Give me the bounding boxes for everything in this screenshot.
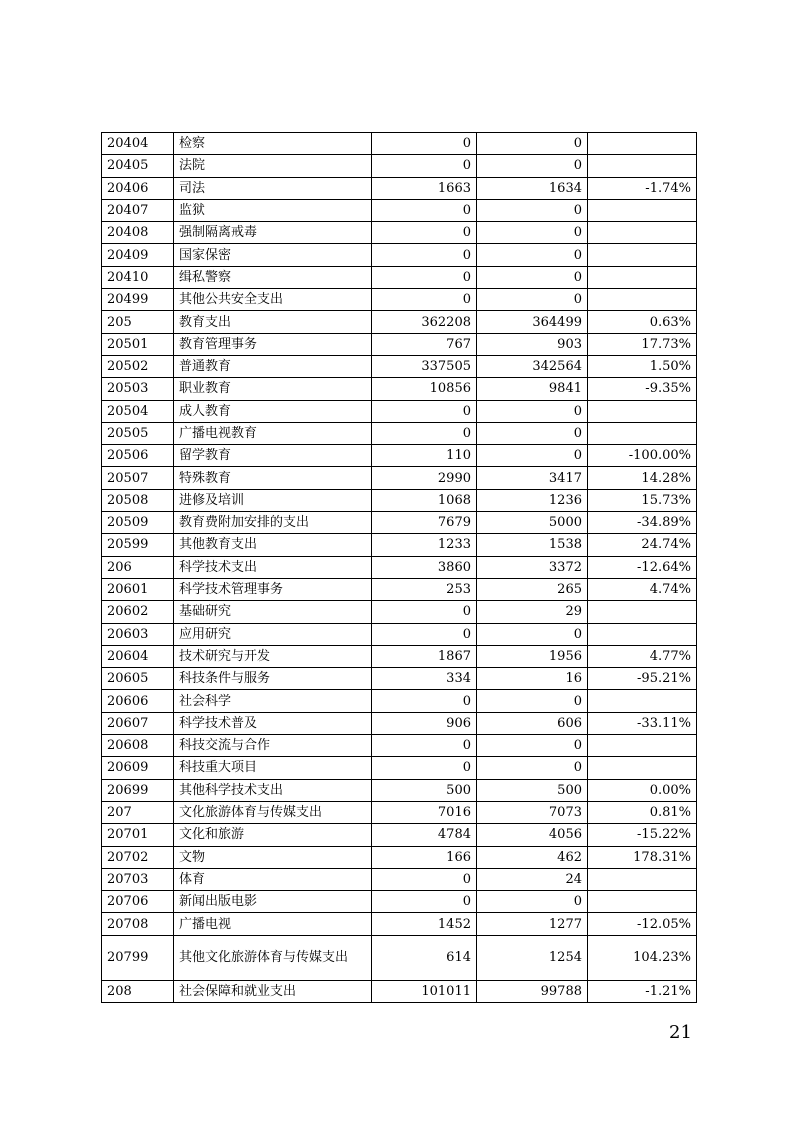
row-item-name: 科学技术普及 [174,712,372,734]
row-curr-amount: 24 [477,868,588,890]
table-row [102,378,697,400]
row-code: 20406 [102,177,174,199]
row-code: 20701 [102,824,174,846]
row-curr-amount: 0 [477,266,588,288]
row-code: 20603 [102,623,174,645]
row-prev-amount: 3860 [372,556,477,578]
row-change-pct [588,244,697,266]
row-prev-amount: 7679 [372,512,477,534]
row-prev-amount: 614 [372,935,477,980]
row-code: 20706 [102,891,174,913]
row-item-name: 科学技术管理事务 [174,578,372,600]
row-change-pct: -12.05% [588,913,697,935]
row-item-name: 其他文化旅游体育与传媒支出 [174,935,372,980]
table-row [102,400,697,422]
row-curr-amount: 1254 [477,935,588,980]
row-curr-amount: 0 [477,623,588,645]
row-curr-amount: 0 [477,757,588,779]
row-code: 206 [102,556,174,578]
row-curr-amount: 0 [477,891,588,913]
budget-table [101,132,697,1003]
table-row [102,824,697,846]
row-change-pct: -33.11% [588,712,697,734]
row-change-pct: -15.22% [588,824,697,846]
row-prev-amount: 0 [372,133,477,155]
row-change-pct: 14.28% [588,467,697,489]
table-row [102,891,697,913]
row-code: 20407 [102,199,174,221]
row-item-name: 文化旅游体育与传媒支出 [174,801,372,823]
row-change-pct: 15.73% [588,489,697,511]
row-item-name: 其他教育支出 [174,534,372,556]
table-row [102,333,697,355]
row-curr-amount: 0 [477,735,588,757]
row-curr-amount: 0 [477,244,588,266]
row-code: 20509 [102,512,174,534]
row-code: 20799 [102,935,174,980]
table-row [102,645,697,667]
row-change-pct [588,757,697,779]
row-code: 20605 [102,668,174,690]
table-row [102,133,697,155]
row-change-pct [588,422,697,444]
row-curr-amount: 1277 [477,913,588,935]
page-number: 21 [669,1022,692,1043]
row-prev-amount: 1068 [372,489,477,511]
row-change-pct: 0.81% [588,801,697,823]
row-change-pct: 1.50% [588,355,697,377]
row-item-name: 国家保密 [174,244,372,266]
row-prev-amount: 767 [372,333,477,355]
row-item-name: 社会保障和就业支出 [174,980,372,1002]
table-row [102,445,697,467]
row-change-pct: 4.74% [588,578,697,600]
table-row [102,712,697,734]
row-prev-amount: 1233 [372,534,477,556]
row-curr-amount: 265 [477,578,588,600]
row-prev-amount: 500 [372,779,477,801]
table-row [102,512,697,534]
row-item-name: 成人教育 [174,400,372,422]
budget-table-body [102,133,697,1003]
row-change-pct [588,266,697,288]
row-code: 20508 [102,489,174,511]
table-row [102,601,697,623]
table-row [102,735,697,757]
row-change-pct [588,199,697,221]
row-code: 20602 [102,601,174,623]
row-curr-amount: 342564 [477,355,588,377]
row-change-pct: -1.74% [588,177,697,199]
table-row [102,155,697,177]
row-code: 20608 [102,735,174,757]
row-prev-amount: 4784 [372,824,477,846]
row-change-pct: -1.21% [588,980,697,1002]
row-prev-amount: 906 [372,712,477,734]
row-item-name: 社会科学 [174,690,372,712]
row-change-pct [588,222,697,244]
row-change-pct: -9.35% [588,378,697,400]
row-prev-amount: 0 [372,601,477,623]
row-item-name: 留学教育 [174,445,372,467]
row-item-name: 进修及培训 [174,489,372,511]
table-row [102,690,697,712]
row-change-pct: 104.23% [588,935,697,980]
row-change-pct: 24.74% [588,534,697,556]
row-prev-amount: 0 [372,289,477,311]
row-code: 20408 [102,222,174,244]
row-curr-amount: 5000 [477,512,588,534]
row-curr-amount: 99788 [477,980,588,1002]
row-curr-amount: 1538 [477,534,588,556]
row-item-name: 教育管理事务 [174,333,372,355]
row-curr-amount: 29 [477,601,588,623]
row-code: 20599 [102,534,174,556]
row-curr-amount: 1236 [477,489,588,511]
row-prev-amount: 0 [372,868,477,890]
row-prev-amount: 0 [372,757,477,779]
row-change-pct: -34.89% [588,512,697,534]
row-curr-amount: 903 [477,333,588,355]
row-prev-amount: 0 [372,735,477,757]
row-item-name: 科技交流与合作 [174,735,372,757]
row-item-name: 普通教育 [174,355,372,377]
table-row [102,199,697,221]
row-prev-amount: 0 [372,422,477,444]
row-curr-amount: 7073 [477,801,588,823]
row-code: 20609 [102,757,174,779]
row-change-pct: -12.64% [588,556,697,578]
row-prev-amount: 362208 [372,311,477,333]
row-item-name: 新闻出版电影 [174,891,372,913]
row-prev-amount: 0 [372,266,477,288]
row-code: 20703 [102,868,174,890]
table-row [102,980,697,1002]
table-row [102,779,697,801]
table-row [102,222,697,244]
row-change-pct [588,735,697,757]
row-code: 20702 [102,846,174,868]
row-item-name: 技术研究与开发 [174,645,372,667]
row-change-pct: 0.63% [588,311,697,333]
table-row [102,467,697,489]
row-prev-amount: 253 [372,578,477,600]
row-item-name: 检察 [174,133,372,155]
row-prev-amount: 0 [372,155,477,177]
row-change-pct: -95.21% [588,668,697,690]
row-curr-amount: 1634 [477,177,588,199]
row-item-name: 缉私警察 [174,266,372,288]
row-curr-amount: 0 [477,199,588,221]
row-code: 20505 [102,422,174,444]
row-code: 20507 [102,467,174,489]
table-row [102,244,697,266]
row-change-pct [588,601,697,623]
row-code: 20409 [102,244,174,266]
row-curr-amount: 0 [477,155,588,177]
row-curr-amount: 0 [477,422,588,444]
row-code: 20405 [102,155,174,177]
row-curr-amount: 0 [477,690,588,712]
row-prev-amount: 1867 [372,645,477,667]
row-item-name: 科学技术支出 [174,556,372,578]
row-prev-amount: 0 [372,891,477,913]
row-change-pct [588,868,697,890]
table-row [102,556,697,578]
row-item-name: 文物 [174,846,372,868]
row-item-name: 科技重大项目 [174,757,372,779]
row-code: 20499 [102,289,174,311]
row-curr-amount: 462 [477,846,588,868]
row-item-name: 教育支出 [174,311,372,333]
row-change-pct: 17.73% [588,333,697,355]
row-prev-amount: 10856 [372,378,477,400]
row-prev-amount: 2990 [372,467,477,489]
row-item-name: 特殊教育 [174,467,372,489]
row-code: 20506 [102,445,174,467]
table-row [102,846,697,868]
row-code: 20410 [102,266,174,288]
row-change-pct [588,155,697,177]
row-prev-amount: 0 [372,199,477,221]
row-curr-amount: 0 [477,222,588,244]
row-prev-amount: 0 [372,623,477,645]
row-item-name: 应用研究 [174,623,372,645]
row-code: 20504 [102,400,174,422]
row-prev-amount: 101011 [372,980,477,1002]
row-curr-amount: 3417 [477,467,588,489]
table-row [102,913,697,935]
table-row [102,534,697,556]
table-row [102,868,697,890]
row-code: 20606 [102,690,174,712]
row-curr-amount: 0 [477,445,588,467]
row-prev-amount: 0 [372,222,477,244]
row-code: 20699 [102,779,174,801]
row-curr-amount: 364499 [477,311,588,333]
row-change-pct: 178.31% [588,846,697,868]
row-code: 208 [102,980,174,1002]
row-prev-amount: 0 [372,690,477,712]
row-code: 20607 [102,712,174,734]
row-code: 20503 [102,378,174,400]
row-item-name: 强制隔离戒毒 [174,222,372,244]
row-prev-amount: 334 [372,668,477,690]
row-prev-amount: 1452 [372,913,477,935]
row-item-name: 司法 [174,177,372,199]
row-change-pct [588,891,697,913]
row-prev-amount: 337505 [372,355,477,377]
row-change-pct [588,133,697,155]
row-change-pct [588,289,697,311]
row-prev-amount: 0 [372,400,477,422]
row-prev-amount: 166 [372,846,477,868]
row-code: 207 [102,801,174,823]
row-curr-amount: 0 [477,133,588,155]
row-item-name: 广播电视 [174,913,372,935]
row-item-name: 法院 [174,155,372,177]
row-change-pct [588,623,697,645]
table-row [102,177,697,199]
row-code: 20601 [102,578,174,600]
row-change-pct [588,690,697,712]
row-item-name: 监狱 [174,199,372,221]
table-row [102,935,697,980]
row-code: 20604 [102,645,174,667]
row-curr-amount: 606 [477,712,588,734]
row-curr-amount: 500 [477,779,588,801]
row-change-pct: 4.77% [588,645,697,667]
row-prev-amount: 0 [372,244,477,266]
row-code: 20502 [102,355,174,377]
row-code: 20708 [102,913,174,935]
row-curr-amount: 1956 [477,645,588,667]
row-change-pct: 0.00% [588,779,697,801]
table-row [102,757,697,779]
row-curr-amount: 0 [477,400,588,422]
row-item-name: 文化和旅游 [174,824,372,846]
row-curr-amount: 4056 [477,824,588,846]
row-item-name: 教育费附加安排的支出 [174,512,372,534]
table-row [102,266,697,288]
table-row [102,801,697,823]
row-item-name: 体育 [174,868,372,890]
table-row [102,668,697,690]
row-curr-amount: 16 [477,668,588,690]
row-prev-amount: 110 [372,445,477,467]
row-item-name: 其他公共安全支出 [174,289,372,311]
row-code: 20404 [102,133,174,155]
row-item-name: 广播电视教育 [174,422,372,444]
row-prev-amount: 7016 [372,801,477,823]
row-code: 20501 [102,333,174,355]
table-row [102,489,697,511]
row-curr-amount: 9841 [477,378,588,400]
row-item-name: 科技条件与服务 [174,668,372,690]
table-row [102,311,697,333]
table-row [102,578,697,600]
row-item-name: 其他科学技术支出 [174,779,372,801]
row-curr-amount: 3372 [477,556,588,578]
row-curr-amount: 0 [477,289,588,311]
table-row [102,355,697,377]
row-code: 205 [102,311,174,333]
row-item-name: 职业教育 [174,378,372,400]
row-item-name: 基础研究 [174,601,372,623]
row-prev-amount: 1663 [372,177,477,199]
row-change-pct [588,400,697,422]
row-change-pct: -100.00% [588,445,697,467]
table-row [102,623,697,645]
table-row [102,422,697,444]
table-row [102,289,697,311]
